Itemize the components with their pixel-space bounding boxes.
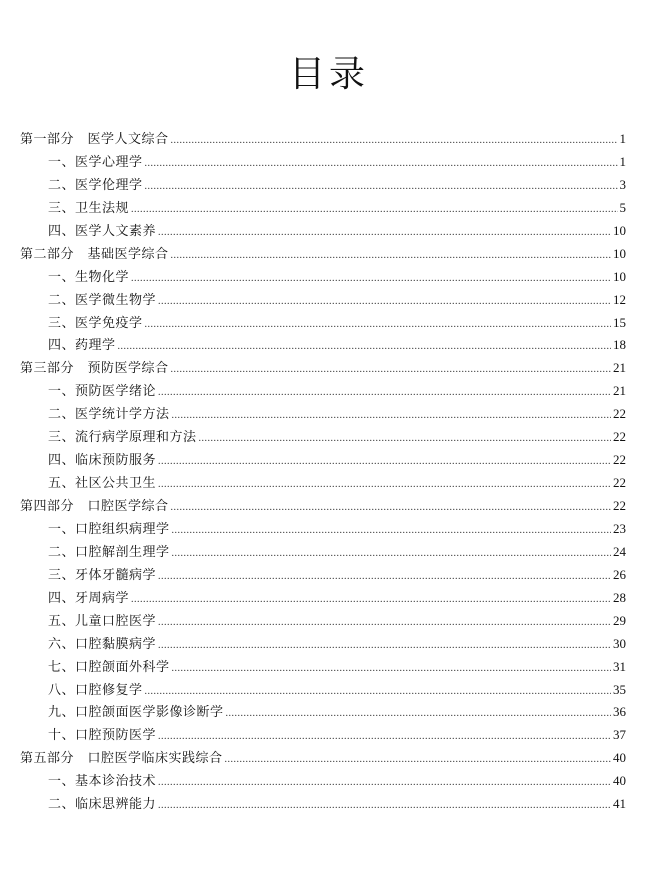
- toc-entry-label: 一、生物化学: [48, 268, 130, 284]
- toc-chapter-entry[interactable]: [20, 220, 626, 243]
- toc-page-number: 41: [613, 796, 626, 812]
- dot-leader: [158, 772, 611, 795]
- toc-page-number: 30: [613, 635, 626, 651]
- toc-entry-label: 第五部分 口腔医学临床实践综合: [20, 750, 223, 766]
- toc-page-number: 24: [613, 543, 626, 559]
- toc-chapter-entry[interactable]: [20, 541, 626, 564]
- toc-page-number: 21: [613, 383, 626, 399]
- toc-chapter-entry[interactable]: [20, 770, 626, 793]
- dot-leader: [171, 245, 611, 268]
- toc-entry-label: 十、口腔预防医学: [48, 727, 157, 743]
- toc-entry-label: 一、口腔组织病理学: [48, 520, 170, 536]
- toc-chapter-entry[interactable]: [20, 266, 626, 289]
- dot-leader: [145, 314, 611, 337]
- toc-page-number: 10: [613, 222, 626, 238]
- toc-chapter-entry[interactable]: [20, 518, 626, 541]
- toc-chapter-entry[interactable]: [20, 610, 626, 633]
- toc-page-number: 40: [613, 750, 626, 766]
- dot-leader: [172, 543, 611, 566]
- page-title: 目录: [288, 54, 369, 94]
- toc-chapter-entry[interactable]: [20, 633, 626, 656]
- toc-part-entry[interactable]: [20, 357, 626, 380]
- dot-leader: [158, 795, 611, 818]
- toc-entry-label: 三、牙体牙髓病学: [48, 566, 157, 582]
- toc-page-number: 26: [613, 566, 626, 582]
- toc-chapter-entry[interactable]: [20, 151, 626, 174]
- toc-entry-label: 第四部分 口腔医学综合: [20, 498, 169, 513]
- toc-entry-label: 四、牙周病学: [48, 589, 130, 605]
- toc-page-number: 37: [613, 727, 626, 743]
- toc-page-number: 22: [613, 498, 626, 513]
- toc-page-number: 31: [613, 658, 626, 674]
- table-of-contents: [20, 128, 626, 816]
- toc-entry-label: 第三部分 预防医学综合: [20, 360, 169, 376]
- toc-entry-label: 一、基本诊治技术: [48, 773, 157, 789]
- toc-entry-label: 四、临床预防服务: [48, 452, 157, 468]
- toc-entry-label: 第二部分 基础医学综合: [20, 245, 169, 261]
- toc-page-number: 23: [613, 520, 626, 536]
- toc-part-entry[interactable]: [20, 128, 626, 151]
- toc-page-number: 12: [613, 291, 626, 307]
- toc-chapter-entry[interactable]: [20, 587, 626, 610]
- toc-chapter-entry[interactable]: [20, 656, 626, 679]
- dot-leader: [172, 405, 611, 428]
- toc-chapter-entry[interactable]: [20, 312, 626, 335]
- dot-leader: [145, 153, 618, 176]
- toc-page-number: 10: [613, 268, 626, 284]
- toc-chapter-entry[interactable]: [20, 679, 626, 702]
- toc-page-number: 36: [613, 704, 626, 720]
- toc-entry-label: 五、儿童口腔医学: [48, 612, 157, 628]
- toc-entry-label: 二、医学伦理学: [48, 176, 143, 192]
- toc-chapter-entry[interactable]: [20, 724, 626, 747]
- toc-entry-label: 六、口腔黏膜病学: [48, 635, 157, 651]
- dot-leader: [158, 726, 611, 749]
- toc-page-number: 10: [613, 245, 626, 261]
- dot-leader: [171, 497, 611, 520]
- dot-leader: [171, 359, 611, 382]
- toc-chapter-entry[interactable]: [20, 289, 626, 312]
- toc-page-number: 1: [619, 131, 626, 146]
- dot-leader: [158, 566, 611, 589]
- toc-entry-label: 八、口腔修复学: [48, 681, 143, 697]
- toc-chapter-entry[interactable]: [20, 701, 626, 724]
- dot-leader: [226, 703, 611, 726]
- dot-leader: [118, 336, 611, 359]
- toc-page-number: 22: [613, 452, 626, 468]
- toc-entry-label: 四、医学人文素养: [48, 222, 157, 238]
- dot-leader: [158, 222, 611, 245]
- dot-leader: [158, 382, 611, 405]
- toc-entry-label: 二、医学统计学方法: [48, 406, 170, 422]
- dot-leader: [145, 681, 611, 704]
- toc-page-number: 22: [613, 429, 626, 445]
- toc-entry-label: 一、预防医学绪论: [48, 383, 157, 399]
- toc-chapter-entry[interactable]: [20, 426, 626, 449]
- toc-entry-label: 五、社区公共卫生: [48, 475, 157, 491]
- toc-chapter-entry[interactable]: [20, 793, 626, 816]
- dot-leader: [158, 291, 611, 314]
- dot-leader: [158, 612, 611, 635]
- toc-chapter-entry[interactable]: [20, 564, 626, 587]
- toc-entry-label: 二、口腔解剖生理学: [48, 543, 170, 559]
- toc-chapter-entry[interactable]: [20, 197, 626, 220]
- dot-leader: [199, 428, 611, 451]
- toc-chapter-entry[interactable]: [20, 174, 626, 197]
- dot-leader: [171, 130, 618, 153]
- toc-entry-label: 三、卫生法规: [48, 199, 130, 215]
- dot-leader: [158, 474, 611, 497]
- toc-entry-label: 七、口腔颌面外科学: [48, 658, 170, 674]
- toc-chapter-entry[interactable]: [20, 472, 626, 495]
- toc-page-number: 22: [613, 475, 626, 491]
- dot-leader: [172, 658, 611, 681]
- toc-entry-label: 第一部分 医学人文综合: [20, 131, 169, 146]
- toc-page-number: 1: [619, 153, 626, 169]
- dot-leader: [131, 199, 617, 222]
- toc-page-number: 21: [613, 360, 626, 376]
- toc-page-number: 5: [619, 199, 626, 215]
- toc-chapter-entry[interactable]: [20, 380, 626, 403]
- toc-page-number: 28: [613, 589, 626, 605]
- dot-leader: [145, 176, 618, 199]
- toc-chapter-entry[interactable]: [20, 449, 626, 472]
- toc-page-number: 35: [613, 681, 626, 697]
- toc-entry-label: 二、医学微生物学: [48, 291, 157, 307]
- dot-leader: [158, 635, 611, 658]
- toc-page-number: 18: [613, 337, 626, 353]
- toc-page-number: 15: [613, 314, 626, 330]
- dot-leader: [158, 451, 611, 474]
- toc-chapter-entry[interactable]: [20, 334, 626, 357]
- toc-entry-label: 三、医学免疫学: [48, 314, 143, 330]
- toc-page-number: 3: [619, 176, 626, 192]
- toc-page-number: 40: [613, 773, 626, 789]
- toc-page-number: 22: [613, 406, 626, 422]
- dot-leader: [172, 520, 611, 543]
- toc-part-entry[interactable]: [20, 747, 626, 770]
- toc-entry-label: 九、口腔颌面医学影像诊断学: [48, 704, 224, 720]
- toc-part-entry[interactable]: [20, 495, 626, 518]
- toc-entry-label: 四、药理学: [48, 337, 116, 353]
- dot-leader: [225, 749, 611, 772]
- toc-entry-label: 三、流行病学原理和方法: [48, 429, 197, 445]
- dot-leader: [131, 268, 611, 291]
- dot-leader: [131, 589, 611, 612]
- toc-page-number: 29: [613, 612, 626, 628]
- toc-chapter-entry[interactable]: [20, 403, 626, 426]
- toc-entry-label: 一、医学心理学: [48, 153, 143, 169]
- toc-entry-label: 二、临床思辨能力: [48, 796, 157, 812]
- toc-part-entry[interactable]: [20, 243, 626, 266]
